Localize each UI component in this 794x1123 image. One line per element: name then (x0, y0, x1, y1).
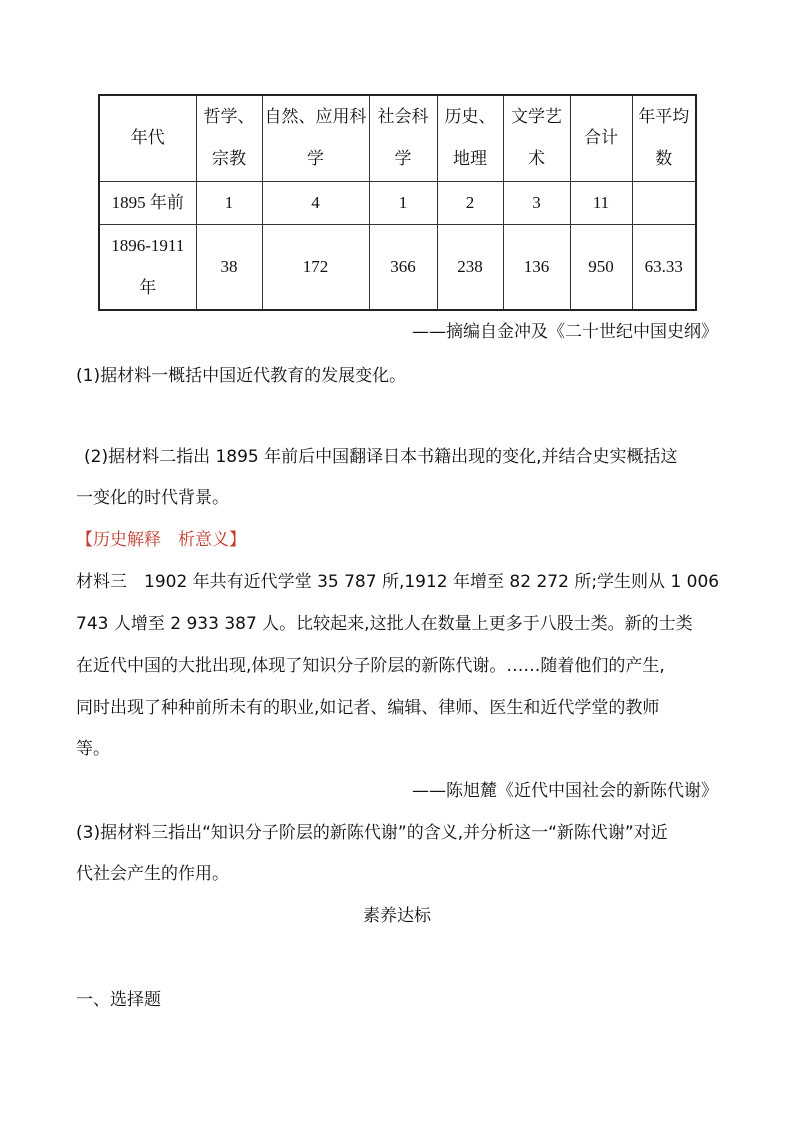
question-1: (1)据材料一概括中国近代教育的发展变化。 (76, 366, 407, 386)
table-header-row (99, 95, 696, 181)
question-3-line-2: 代社会产生的作用。 (76, 864, 229, 884)
header-cell: 历史、 地理 (437, 95, 503, 181)
header-cell: 社会科 学 (369, 95, 437, 181)
header-cell: 哲学、 宗教 (196, 95, 262, 181)
value-cell: 63.33 (632, 224, 696, 310)
value-cell (632, 181, 696, 224)
material-3-line: 等。 (76, 739, 110, 759)
material-3-line: 在近代中国的大批出现,体现了知识分子阶层的新陈代谢。……随着他们的产生, (76, 656, 665, 676)
section-heading: 【历史解释 析意义】 (76, 530, 246, 550)
header-cell: 文学艺 术 (503, 95, 570, 181)
material-3-line: 743 人增至 2 933 387 人。比较起来,这批人在数量上更多于八股士类。新的士类 (76, 614, 693, 634)
header-cell: 年代 (99, 95, 196, 181)
material-3-line: 同时出现了种种前所未有的职业,如记者、编辑、律师、医生和近代学堂的教师 (76, 698, 660, 718)
value-cell: 136 (503, 224, 570, 310)
header-cell: 年平均 数 (632, 95, 696, 181)
value-cell: 4 (262, 181, 369, 224)
period-cell: 1895 年前 (99, 181, 196, 224)
material-3-line: 材料三 1902 年共有近代学堂 35 787 所,1912 年增至 82 272 所;学生则从 1 006 (76, 572, 720, 592)
header-cell: 自然、应用科 学 (262, 95, 369, 181)
section-title: 素养达标 (363, 906, 431, 926)
source-citation-1: ——摘编自金冲及《二十世纪中国史纲》 (412, 322, 718, 342)
value-cell: 1 (369, 181, 437, 224)
value-cell: 2 (437, 181, 503, 224)
question-2-line-2: 一变化的时代背景。 (76, 488, 229, 508)
period-cell: 1896-1911 年 (99, 224, 196, 310)
question-2-line-1: (2)据材料二指出 1895 年前后中国翻译日本书籍出现的变化,并结合史实概括这 (84, 447, 678, 467)
value-cell: 366 (369, 224, 437, 310)
translation-statistics-table (98, 94, 697, 311)
value-cell: 38 (196, 224, 262, 310)
value-cell: 238 (437, 224, 503, 310)
table-row (99, 224, 696, 310)
value-cell: 950 (570, 224, 632, 310)
table-row (99, 181, 696, 224)
header-cell: 合计 (570, 95, 632, 181)
value-cell: 3 (503, 181, 570, 224)
value-cell: 1 (196, 181, 262, 224)
part-title: 一、选择题 (76, 990, 161, 1010)
source-citation-3: ——陈旭麓《近代中国社会的新陈代谢》 (412, 781, 718, 801)
question-3-line-1: (3)据材料三指出“知识分子阶层的新陈代谢”的含义,并分析这一“新陈代谢”对近 (76, 823, 668, 843)
value-cell: 11 (570, 181, 632, 224)
value-cell: 172 (262, 224, 369, 310)
